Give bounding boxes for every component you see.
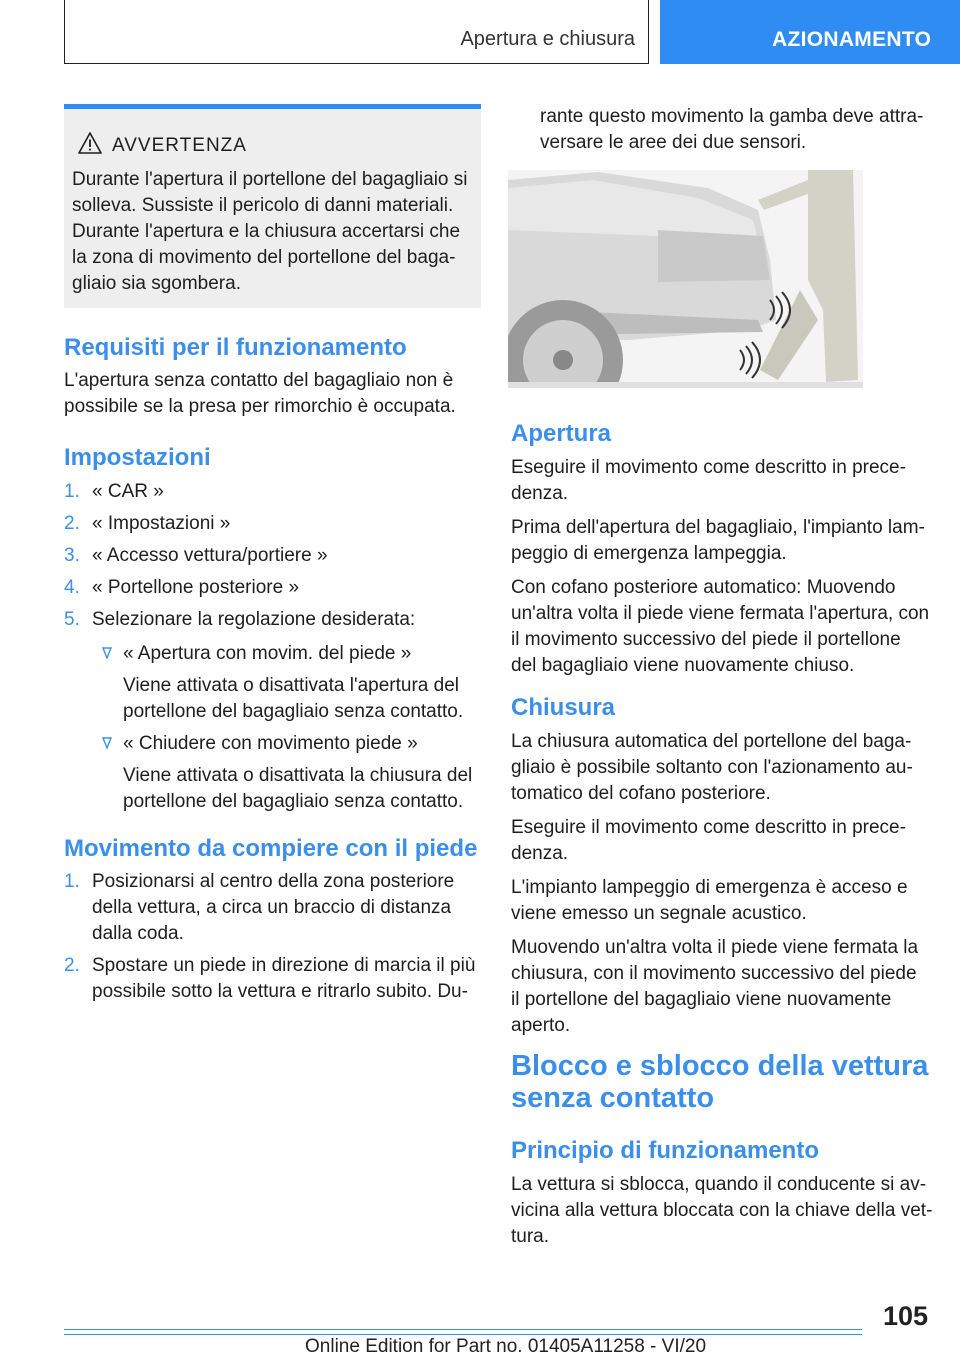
heading-apertura: Apertura	[511, 420, 612, 447]
warning-line: Durante l'apertura il portellone del bagagliaio si	[72, 169, 468, 190]
list-item: 1. « CAR »	[64, 481, 164, 502]
warning-title: AVVERTENZA	[112, 135, 247, 156]
text-line: rante questo movimento la gamba deve attra-	[540, 106, 924, 127]
list-item: 5. Selezionare la regolazione desiderata:	[64, 609, 416, 630]
warning-line: solleva. Sussiste il pericolo di danni materiali.	[72, 195, 454, 216]
list-item: 4. « Portellone posteriore »	[64, 577, 300, 598]
car-rear-foot-sensor-illustration	[508, 170, 863, 388]
bullet-triangle-icon	[102, 647, 112, 659]
heading-principio: Principio di funzionamento	[511, 1137, 819, 1164]
warning-box	[64, 104, 481, 308]
requisiti-text	[64, 368, 456, 420]
page-number: 105	[882, 1301, 928, 1331]
text-line: possibile se la presa per rimorchio è occupata.	[64, 396, 456, 417]
apertura-text: Eseguire il movimento come descritto in prece- denza. Prima dell'apertura del bagagliaio, l'impianto lam- peggio di emergenza lampeggia. Con cofano posteriore automatico: Muovendo un'altra volta il piede viene fermata l'apertura, con il movimento successivo del piede il portellone del bagagliaio viene nuovamente chiuso.	[511, 457, 930, 676]
heading-requisiti: Requisiti per il funzionamento	[64, 334, 407, 361]
list-item: 2. « Impostazioni »	[64, 513, 231, 534]
list-item: 1. Posizionarsi al centro della zona posteriore della vettura, a circa un braccio di distanza dalla coda.	[64, 871, 455, 944]
text-line: L'apertura senza contatto del bagagliaio non è	[64, 370, 454, 391]
warning-line: Durante l'apertura e la chiusura accertarsi che	[72, 221, 461, 242]
heading-blocco: Blocco e sblocco della vettura senza contatto	[511, 1050, 929, 1114]
principio-text: La vettura si sblocca, quando il conducente si av- vicina alla vettura bloccata con la chiave della vet- tura.	[511, 1174, 933, 1247]
heading-movimento: Movimento da compiere con il piede	[64, 835, 478, 862]
chapter-tab-label: AZIONAMENTO	[772, 28, 932, 51]
chapter-tab[interactable]	[660, 0, 960, 64]
section-title: Apertura e chiusura	[460, 28, 635, 50]
bullet-triangle-icon	[102, 737, 112, 749]
footer-rule	[64, 1329, 862, 1330]
warning-text	[72, 167, 472, 297]
list-item: 3. « Accesso vettura/portiere »	[64, 545, 328, 566]
list-item: 2. Spostare un piede in direzione di marcia il più possibile sotto la vettura e ritrarlo subito. Du-	[64, 955, 476, 1002]
footer-rule	[64, 1334, 862, 1335]
warning-line: gliaio sia sgombera.	[72, 273, 241, 294]
heading-chiusura: Chiusura	[511, 694, 616, 721]
warning-triangle-icon	[78, 132, 102, 154]
edition-note: Online Edition for Part no. 01405A11258 - VI/20	[305, 1336, 707, 1357]
warning-line: la zona di movimento del portellone del baga-	[72, 247, 456, 268]
text-line: versare le aree dei due sensori.	[540, 132, 807, 153]
movement-continued	[540, 104, 923, 156]
heading-impostazioni: Impostazioni	[64, 444, 211, 471]
chiusura-text: La chiusura automatica del portellone del baga- gliaio è possibile soltanto con l'azionamento au- tomatico del cofano posteriore. Eseguire il movimento come descritto in prece- denza. L'impianto lampeggio di emergenza è acceso e viene emesso un segnale acustico. Muovendo un'altra volta il piede viene fermata la chiusura, con il movimento successivo del piede il portellone del bagagliaio viene nuovamente aperto.	[511, 731, 919, 1036]
